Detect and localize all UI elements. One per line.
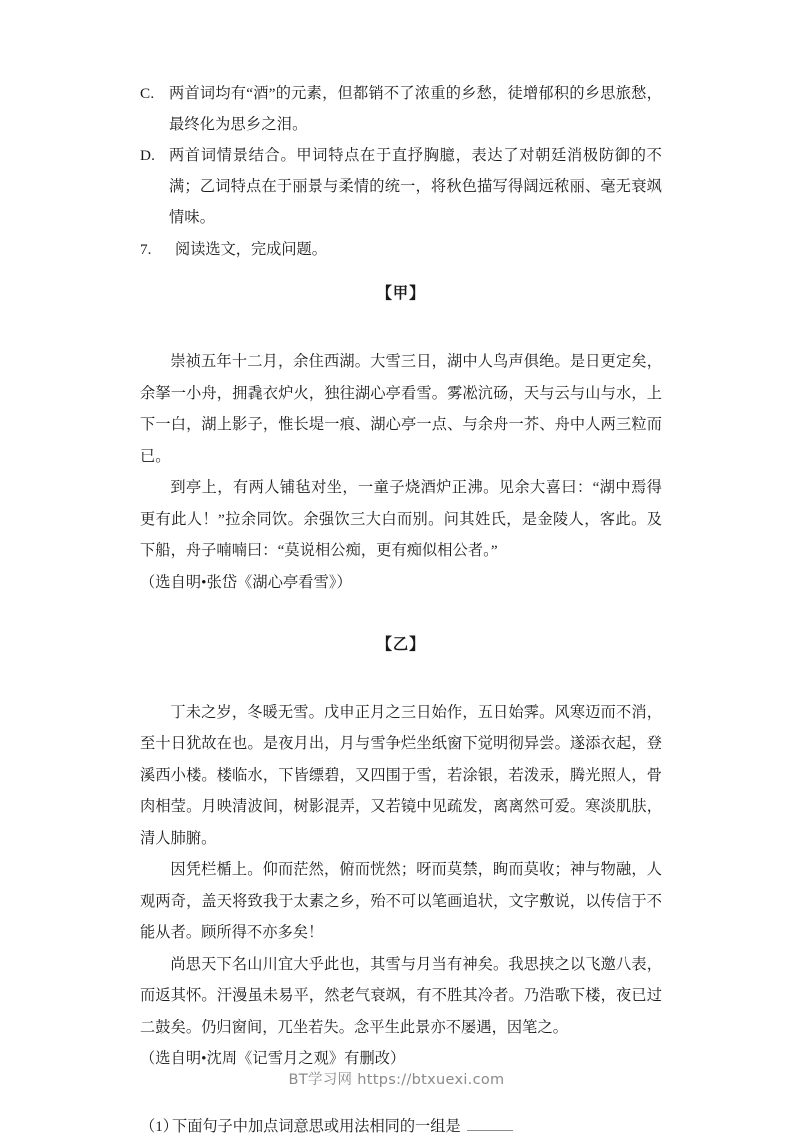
passage-yi-paragraph-1: 丁未之岁，冬暖无雪。戊申正月之三日始作，五日始霁。风寒迈而不消，至十日犹故在也。是夜月出，月与雪争烂坐纸窗下觉明彻异尝。遂添衣起，登溪西小楼。楼临水，下皆缥碧，又四围于雪，若涂银，若泼汞，腾光照人，骨肉相莹。月映清波间，树影混弄，又若镜中见疏发，离离然可爱。寒淡肌肤，清人肺腑。 [140,703,662,847]
option-c-marker: C. [140,85,155,102]
footer-watermark: BT学习网 https://btxuexi.com [288,1072,505,1088]
passage-jia-paragraph-1: 崇祯五年十二月，余住西湖。大雪三日，湖中人鸟声俱绝。是日更定矣，余拏一小舟，拥毳衣炉火，独往湖心亭看雪。雾凇沆砀，天与云与山与水，上下一白，湖上影子，惟长堤一痕、湖心亭一点、与余舟一芥、舟中人两三粒而已。 [140,353,662,465]
spacer-after-jia-heading [140,309,662,346]
passage-jia-citation: （选自明•张岱《湖心亭看雪》） [140,573,352,591]
question-7-number: 7. [140,241,152,258]
option-c-text: 两首词均有“酒”的元素，但都销不了浓重的乡愁，徒增郁积的乡思旅愁，最终化为思乡之泪。 [169,85,662,133]
option-d-marker: D. [140,147,156,164]
answer-blank[interactable] [467,1117,513,1131]
sub-question-1-marker: （1） [140,1118,178,1135]
question-7 [140,234,662,265]
sub-question-1 [140,1111,662,1142]
question-7-stem: 阅读选文，完成问题。 [175,241,327,258]
option-d-text: 两首词情景结合。甲词特点在于直抒胸臆，表达了对朝廷消极防御的不满；乙词特点在于丽景与柔情的统一，将秋色描写得阔远秾丽、毫无衰飒情味。 [169,147,662,226]
passage-yi-heading: 【乙】 [376,635,426,653]
passage-jia-heading: 【甲】 [376,285,426,302]
option-c [140,78,662,140]
option-d [140,140,662,233]
passage-yi-paragraph-2: 因凭栏楯上。仰而茫然，俯而恍然；呀而莫禁，眴而莫收；神与物融，人观两奇，盖天将致我于太素之乡，殆不可以笔画追状，文字敷说，以传信于不能从者。顾所得不亦多矣！ [140,861,662,941]
page-content [140,78,662,1142]
spacer-between-passages [140,598,662,616]
spacer-after-yi-heading [140,660,662,697]
passage-yi-paragraph-3: 尚思天下名山川宜大乎此也，其雪与月当有神矣。我思挟之以飞邀八表，而返其怀。汗漫虽未易平，然老气衰飒，有不胜其冷者。乃浩歌下楼，夜已过二鼓矣。仍归窗间，兀坐若失。念平生此景亦不屡遇，因笔之。 [140,955,662,1036]
passage-jia-paragraph-2: 到亭上，有两人铺毡对坐，一童子烧酒炉正沸。见余大喜曰：“湖中焉得更有此人！”拉余同饮。余强饮三大白而别。问其姓氏，是金陵人，客此。及下船，舟子喃喃曰：“莫说相公痴，更有痴似相公者。” [140,479,662,559]
sub-question-1-text: 下面句子中加点词意思或用法相同的一组是 [172,1118,461,1135]
passage-yi-citation: （选自明•沈周《记雪月之观》有删改） [140,1050,406,1067]
